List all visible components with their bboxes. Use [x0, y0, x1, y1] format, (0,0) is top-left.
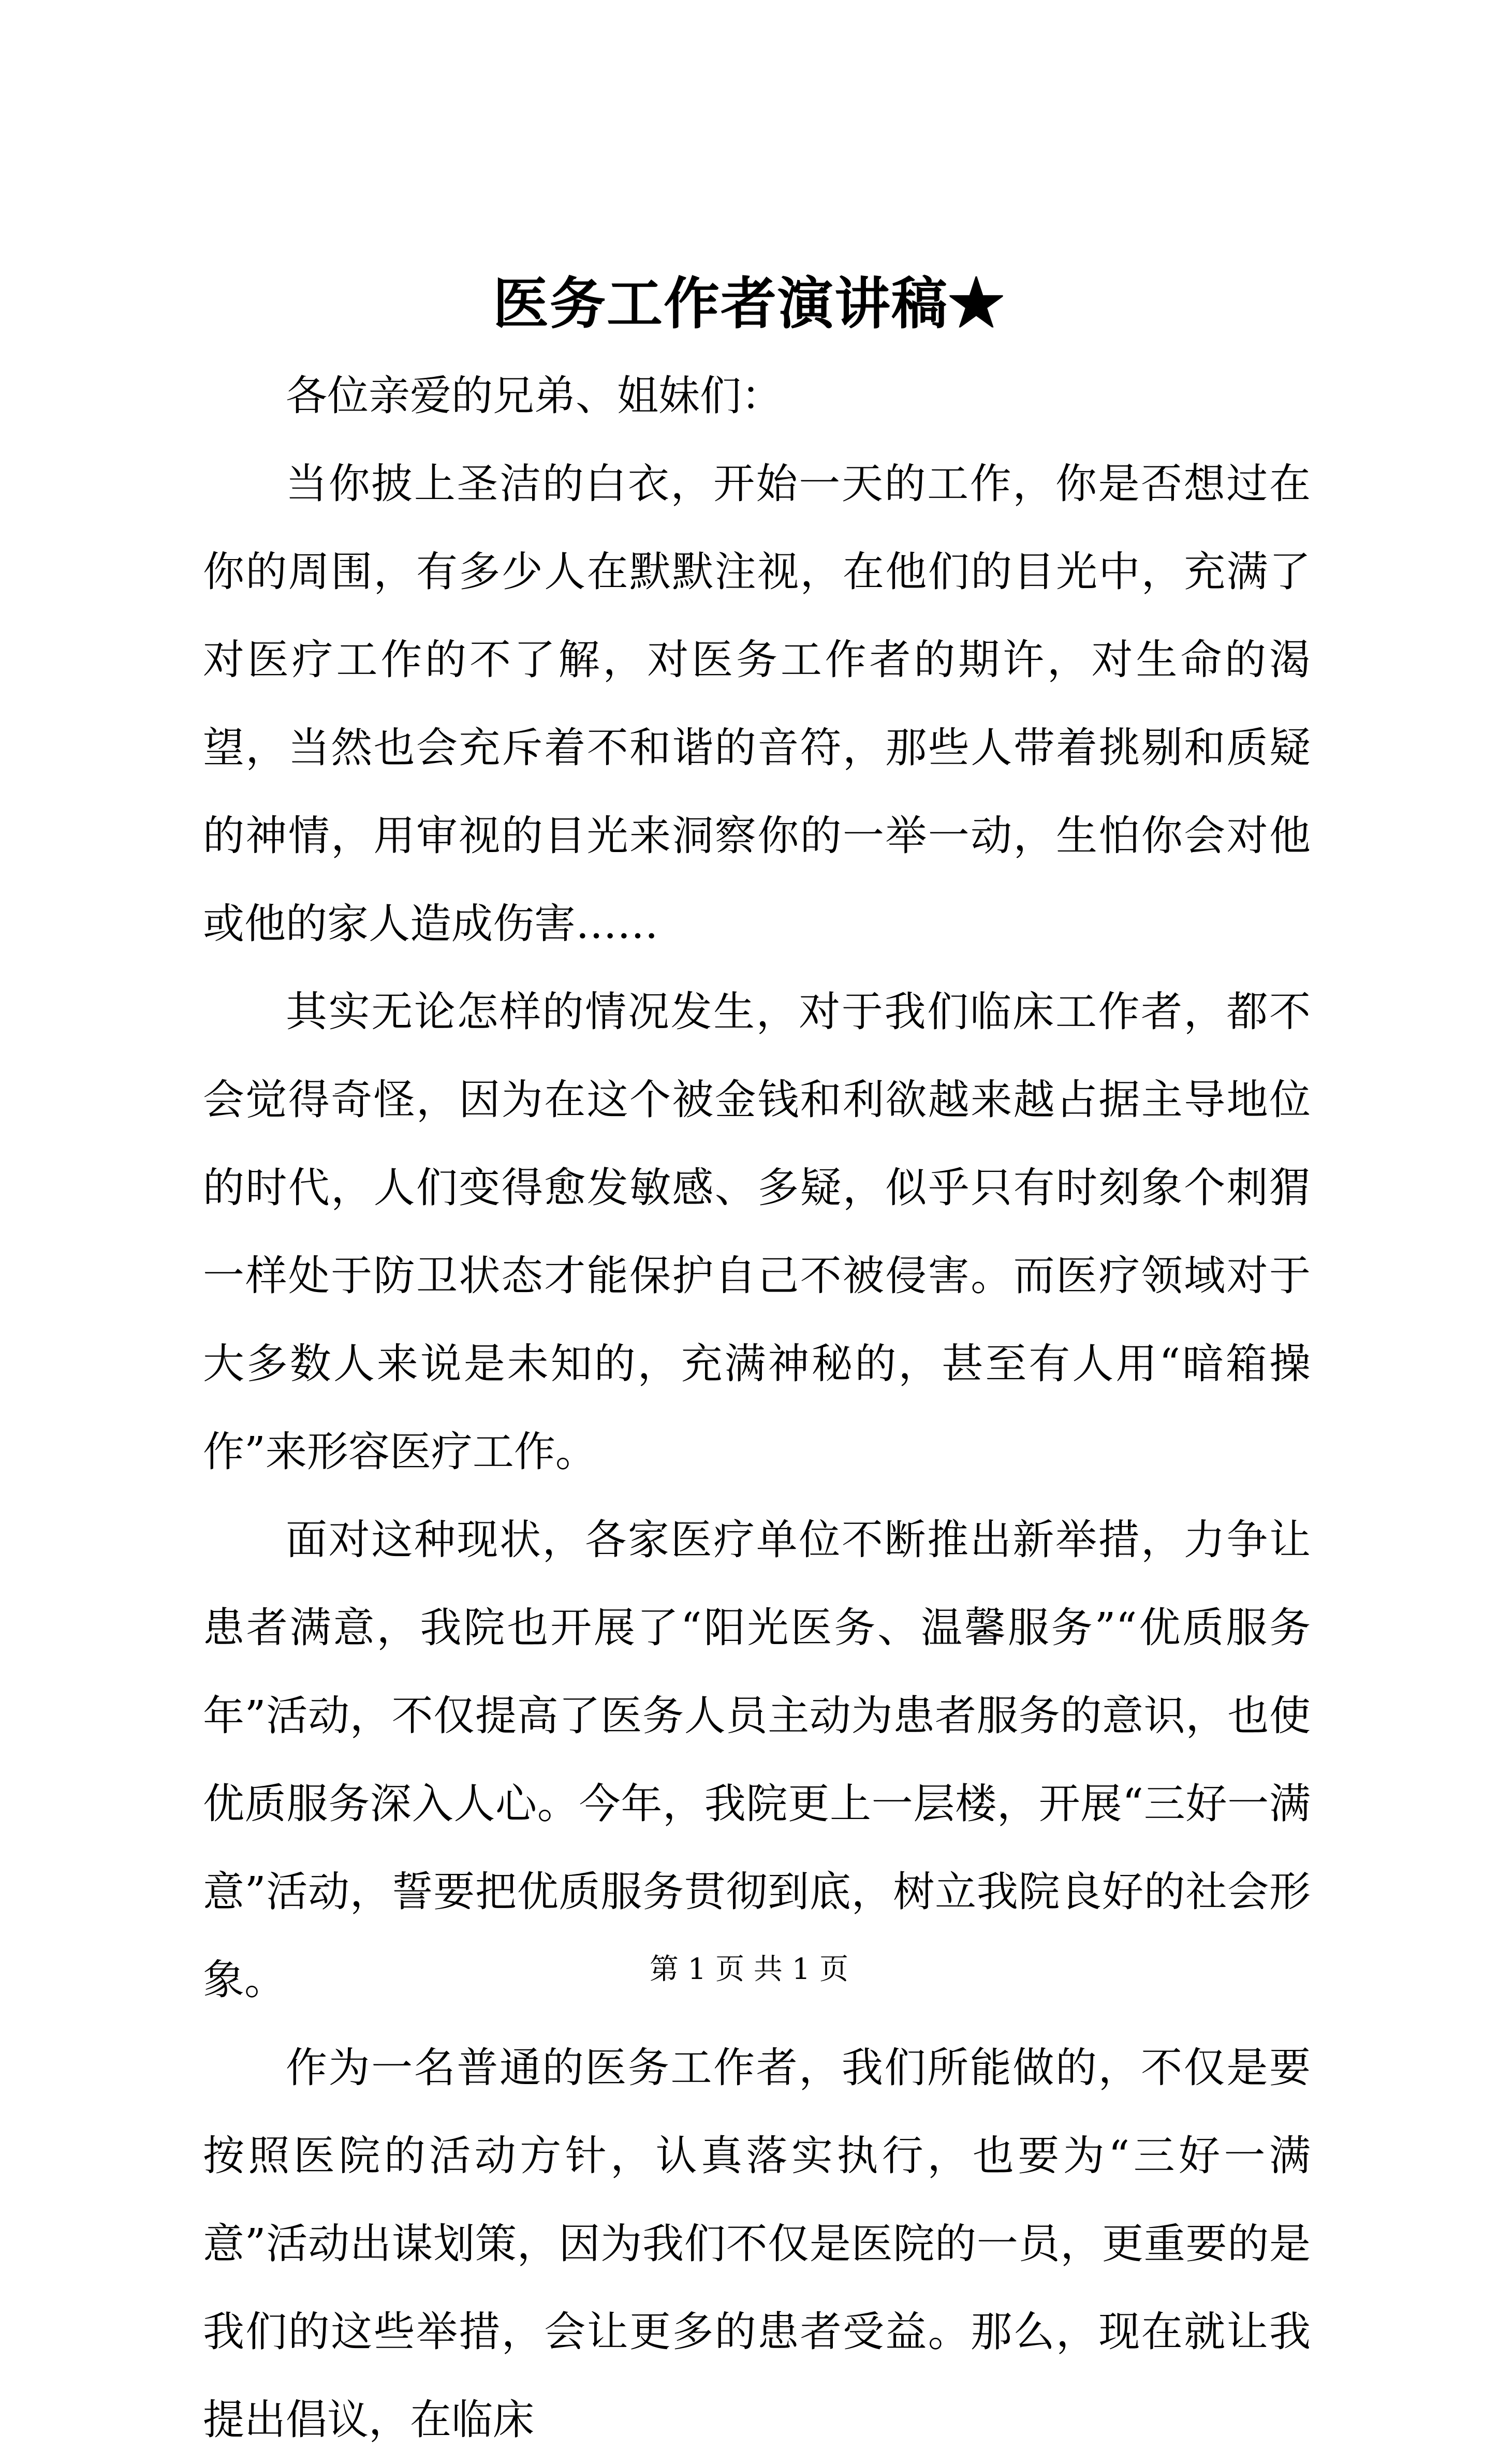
document-title: 医务工作者演讲稿★	[492, 271, 1005, 336]
paragraph-salutation: 各位亲爱的兄弟、姐妹们：	[286, 372, 783, 420]
paragraph: 作为一名普通的医务工作者，我们所能做的，不仅是要按照医院的活动方针，认真落实执行，也要为“三好一满意”活动出谋划策，因为我们不仅是医院的一员，更重要的是我们的这些举措，会让更多的患者受益。那么，现在就让我提出倡议，在临床	[203, 2044, 1311, 2444]
document-body	[203, 352, 1311, 2464]
paragraph: 其实无论怎样的情况发生，对于我们临床工作者，都不会觉得奇怪，因为在这个被金钱和利欲越来越占据主导地位的时代，人们变得愈发敏感、多疑，似乎只有时刻象个刺猬一样处于防卫状态才能保护自己不被侵害。而医疗领域对于大多数人来说是未知的，充满神秘的，甚至有人用“暗箱操作”来形容医疗工作。	[203, 988, 1311, 1476]
paragraph: 当你披上圣洁的白衣，开始一天的工作，你是否想过在你的周围，有多少人在默默注视，在他们的目光中，充满了对医疗工作的不了解，对医务工作者的期许，对生命的渴望，当然也会充斥着不和谐的音符，那些人带着挑剔和质疑的神情，用审视的目光来洞察你的一举一动，生怕你会对他或他的家人造成伤害……	[203, 460, 1311, 948]
paragraph: 面对这种现状，各家医疗单位不断推出新举措，力争让患者满意，我院也开展了“阳光医务、温馨服务”“优质服务年”活动，不仅提高了医务人员主动为患者服务的意识，也使优质服务深入人心。今年，我院更上一层楼，开展“三好一满意”活动，誓要把优质服务贯彻到底，树立我院良好的社会形象。	[203, 1516, 1311, 2004]
page-number-footer: 第 1 页 共 1 页	[649, 1953, 849, 1986]
